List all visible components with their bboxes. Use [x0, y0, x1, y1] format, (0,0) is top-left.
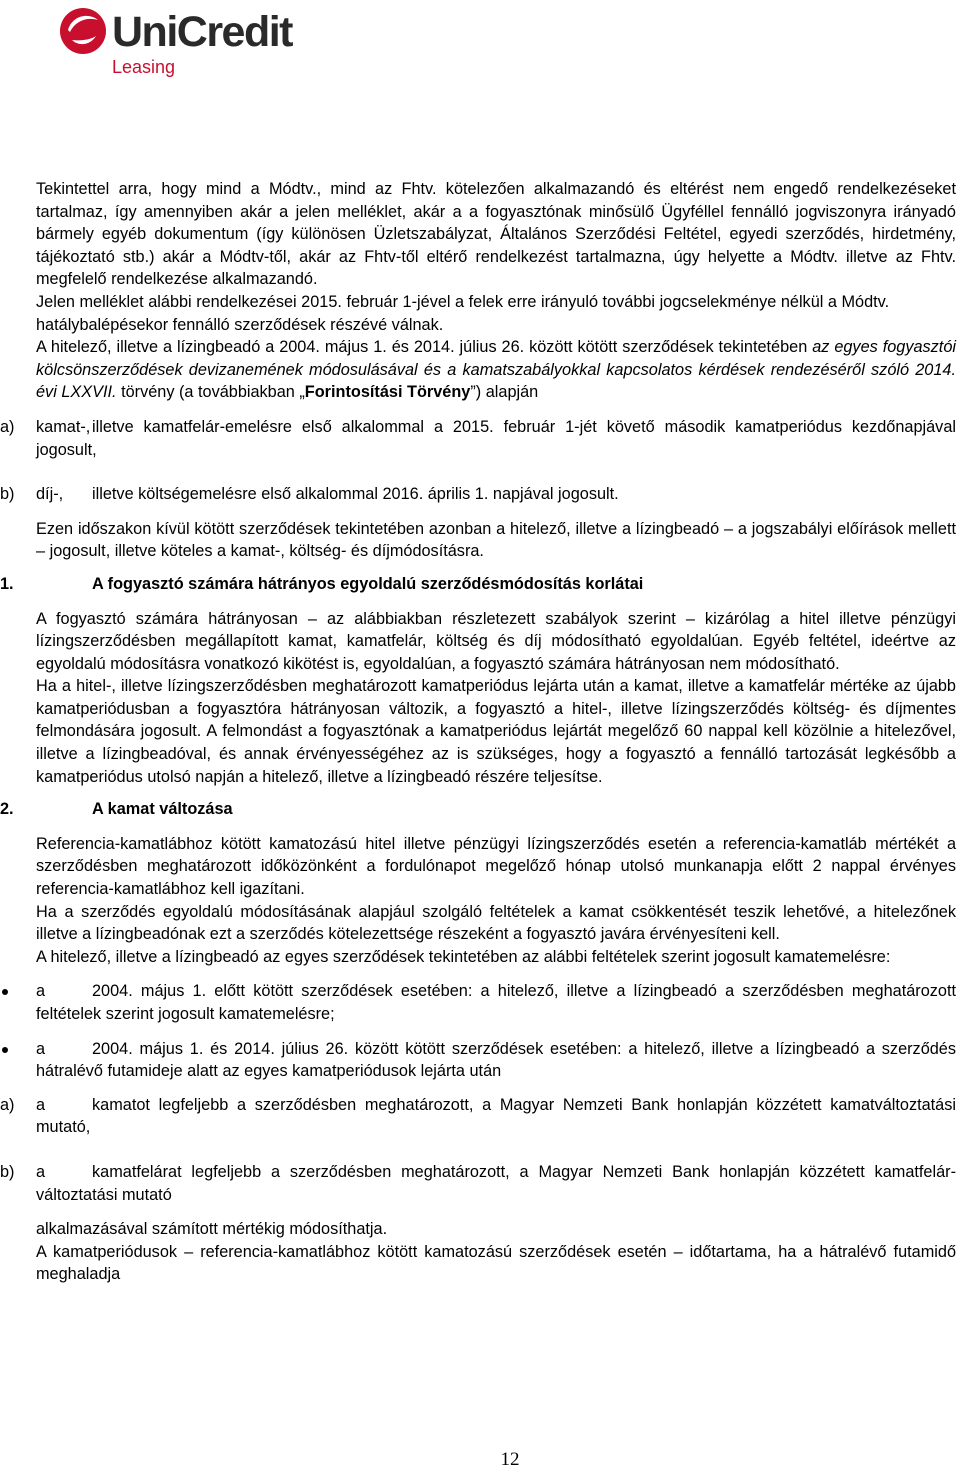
intro-p3-text-a: A hitelező, illetve a lízingbeadó a 2004. május 1. és 2014. július 26. között kötött szerződések tekintetében: [36, 338, 813, 357]
intro-paragraph-3: [36, 336, 956, 404]
section-1-paragraph-2: Ha a hitel-, illetve lízingszerződésben meghatározott kamatperiódus lejárta után a kamat, illetve a kamatfelár mértéke az újabb kamatperiódusban a fogyasztóra hátrányosan változik, a fogyasztó a hitel-, illetve lízingszerződés költség- és díjmentes felmondására jogosult. A felmondást a fogyasztónak a kamatperiódus lejártát megelőző 60 nappal kell közölnie a hitelezővel, illetve a lízingbeadóval, és annak érvényességéhez az is szükséges, hogy a fogyasztó a fennálló tartozását legkésőbb a kamatperiódus utolsó napján a hitelező, illetve a lízingbeadó részére teljesítse.: [36, 677, 956, 786]
list-item: [0, 483, 956, 506]
section-number: 1.: [0, 574, 14, 593]
intro-p3-text-c: ”) alapján: [470, 383, 539, 402]
bullet-item: [36, 980, 956, 1025]
list-item: [0, 1161, 956, 1206]
list-item: [0, 416, 956, 461]
section-2-paragraph-1: Referencia-kamatlábhoz kötött kamatozású hitel illetve pénzügyi lízingszerződés esetén a referencia-kamatláb mértékét a szerződésben meghatározott időközönként a fordulónapot megelőző hónap utolsó munkanapja előtt 2 nappal érvényes referencia-kamatlábhoz kell igazítani.: [36, 834, 956, 899]
list-marker: a): [0, 417, 15, 436]
section-title: A kamat változása: [92, 800, 233, 819]
list-marker: a): [0, 1095, 15, 1114]
section-2-heading: [0, 798, 956, 821]
bullet-icon: [2, 989, 8, 995]
section-title: A fogyasztó számára hátrányos egyoldalú szerződésmódosítás korlátai: [92, 574, 644, 593]
section-2-paragraph-5: A kamatperiódusok – referencia-kamatlábhoz kötött kamatozású szerződések esetén – időtartama, ha a hátralévő futamidő meghaladja: [36, 1242, 956, 1284]
after-list-paragraph: Ezen időszakon kívül kötött szerződések tekintetében azonban a hitelező, illetve a lízingbeadó – a jogszabályi előírások mellett – jogosult, illetve köteles a kamat-, költség- és díjmódosításra.: [36, 519, 956, 561]
intro-p3-italic: az egyes fogyasztói kölcsönszerződések devizanemének módosulásával és a kamatszabályokkal kapcsolatos kérdések rendezéséről szóló 2014. évi LXXVII.: [36, 338, 957, 402]
intro-paragraph-1: Tekintettel arra, hogy mind a Módtv., mind az Fhtv. kötelezően alkalmazandó és eltérést nem engedő rendelkezéseket tartalmaz, így amennyiben akár a jelen melléklet, akár a a fogyasztónak minősülő Ügyféllel fennálló jogviszonyra irányadó bármely egyéb dokumentum (így különösen Üzletszabályzat, Általános Szerződési Feltétel, egyedi szerződés, hirdetmény, tájékoztató stb.) akár a Módtv-től, akár az Fhtv-től eltérő rendelkezést tartalmazna, úgy helyette a Módtv. illetve az Fhtv. megfelelő rendelkezése alkalmazandó.: [36, 180, 956, 289]
intro-paragraph-2: Jelen melléklet alábbi rendelkezései 2015. február 1-jével a felek erre irányuló további jogcselekménye nélkül a Módtv. hatálybalépésekor fennálló szerződések részévé válnak.: [36, 292, 890, 334]
intro-p3-bold: Forintosítási Törvény: [304, 383, 471, 402]
list-item-first-word: díj-,: [36, 485, 64, 504]
list-item-text: kamatfelárat legfeljebb a szerződésben meghatározott, a Magyar Nemzeti Bank honlapján közzétett kamatfelár-változtatási mutató: [36, 1162, 956, 1204]
unicredit-leasing-logo: [58, 6, 298, 82]
unicredit-logo-icon: [58, 6, 108, 56]
list-item: [0, 1094, 956, 1139]
section-2-paragraph-3: A hitelező, illetve a lízingbeadó az egyes szerződések tekintetében az alábbi feltételek szerint jogosult kamatemelésre:: [36, 947, 891, 966]
list-marker: b): [0, 485, 15, 504]
list-item-first-word: a: [36, 1095, 46, 1114]
section-1-heading: [0, 573, 956, 596]
bullet-item: [36, 1038, 956, 1083]
bullet-first-word: a: [36, 1039, 46, 1058]
document-body: [0, 178, 957, 1286]
list-item-first-word: a: [36, 1162, 46, 1181]
section-1-paragraph-1: A fogyasztó számára hátrányosan – az alábbiakban részletezett szabályok szerint – kizárólag a hitel illetve pénzügyi lízingszerződésben megállapított kamat, kamatfelár, költség és díj módosítható egyoldalúan. Egyéb feltétel, ideértve az egyoldalú módosításra vonatkozó kikötést is, egyoldalúan, a fogyasztó számára hátrányosan nem módosítható.: [36, 609, 956, 673]
list-item-text: illetve költségemelésre első alkalommal 2016. április 1. napjával jogosult.: [92, 485, 619, 504]
section-2-paragraph-2: Ha a szerződés egyoldalú módosításának alapjául szolgáló feltételek a kamat csökkentését teszik lehetővé, a hitelezőnek illetve a lízingbeadónak ezt a szerződés kötelezettsége részeként a fogyasztó javára érvényesíteni kell.: [36, 902, 956, 944]
list-marker: b): [0, 1162, 15, 1181]
logo-sub: Leasing: [112, 57, 176, 77]
section-number: 2.: [0, 800, 14, 819]
bullet-first-word: a: [36, 982, 46, 1001]
bullet-text: 2004. május 1. és 2014. július 26. között kötött szerződések esetében: a hitelező, illetve a lízingbeadó a szerződés hátralévő futamideje alatt az egyes kamatperiódusok lejárta után: [36, 1039, 956, 1081]
section-2-paragraph-4: alkalmazásával számított mértékig módosíthatja.: [36, 1220, 388, 1239]
bullet-text: 2004. május 1. előtt kötött szerződések esetében: a hitelező, illetve a lízingbeadó a szerződésben meghatározott feltételek szerint jogosult kamatemelésre;: [36, 982, 956, 1023]
list-item-text: kamatot legfeljebb a szerződésben meghatározott, a Magyar Nemzeti Bank honlapján közzétett kamatváltoztatási mutató,: [36, 1095, 956, 1137]
list-item-first-word: kamat-,: [36, 417, 91, 436]
intro-p3-text-b: törvény (a továbbiakban „: [116, 383, 305, 402]
logo-brand: UniCredit: [112, 8, 292, 56]
page-number: 12: [500, 1449, 520, 1470]
bullet-icon: [2, 1047, 8, 1053]
list-item-text: illetve kamatfelár-emelésre első alkalommal a 2015. február 1-jét követő második kamatperiódus kezdőnapjával jogosult,: [36, 417, 956, 459]
